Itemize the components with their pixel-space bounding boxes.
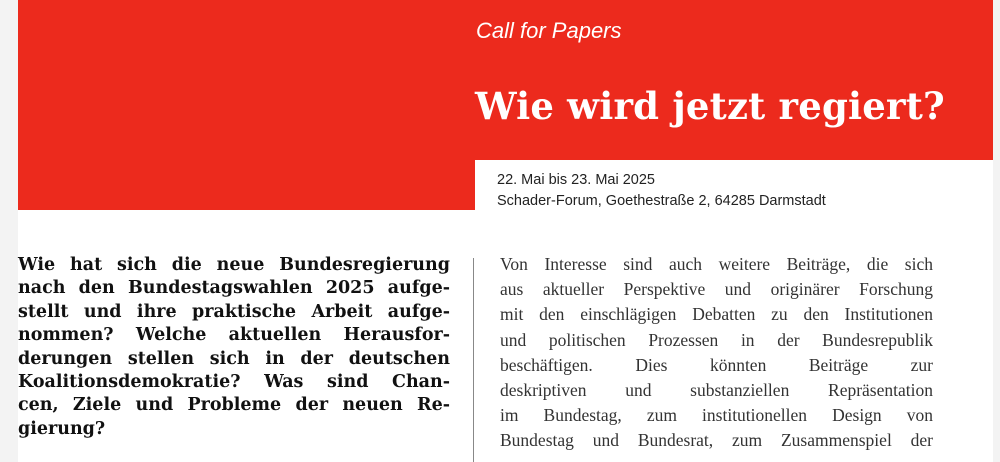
body-line: Bundestag und Bundesrat, zum Zusammenspiel der (500, 430, 933, 451)
page-title: Wie wird jetzt regiert? (475, 84, 945, 128)
page-margin-left (0, 0, 18, 462)
event-date: 22. Mai bis 23. Mai 2025 (497, 172, 655, 188)
lead-line: nach den Bundestagswahlen 2025 aufge- (18, 278, 450, 299)
lead-line: nommen? Welche aktuellen Herausfor- (18, 325, 450, 346)
lead-line: gierung? (18, 418, 106, 439)
body-line: im Bundestag, zum institutionellen Design von (500, 405, 933, 426)
body-line: und politischen Prozessen in der Bundesrepublik (500, 329, 933, 350)
body-line: Von Interesse sind auch weitere Beiträge, die sich (500, 254, 933, 274)
call-for-papers-label: Call for Papers (476, 18, 622, 43)
body-line: beschäftigen. Dies könnten Beiträge zur (500, 354, 933, 375)
lead-line: Wie hat sich die neue Bundesregierung (18, 255, 450, 275)
body-line: mit den einschlägigen Debatten zu den Institutionen (500, 304, 933, 325)
lead-line: derungen stellen sich in der deutschen (18, 348, 450, 369)
body-paragraph (500, 252, 933, 454)
lead-line: cen, Ziele und Probleme der neuen Re- (18, 395, 450, 416)
lead-line: Koalitionsdemokratie? Was sind Chan- (18, 372, 450, 393)
event-info (497, 170, 826, 212)
lead-line: stellt und ihre praktische Arbeit aufge- (18, 301, 450, 322)
column-divider (473, 258, 474, 462)
lead-paragraph (18, 254, 450, 441)
page-margin-right (993, 0, 1000, 462)
body-line: deskriptiven und substanziellen Repräsentation (500, 380, 933, 401)
body-line: aus aktueller Perspektive und originärer Forschung (500, 279, 933, 300)
event-location: Schader-Forum, Goethestraße 2, 64285 Darmstadt (497, 193, 826, 209)
header-banner-tab (18, 160, 475, 210)
